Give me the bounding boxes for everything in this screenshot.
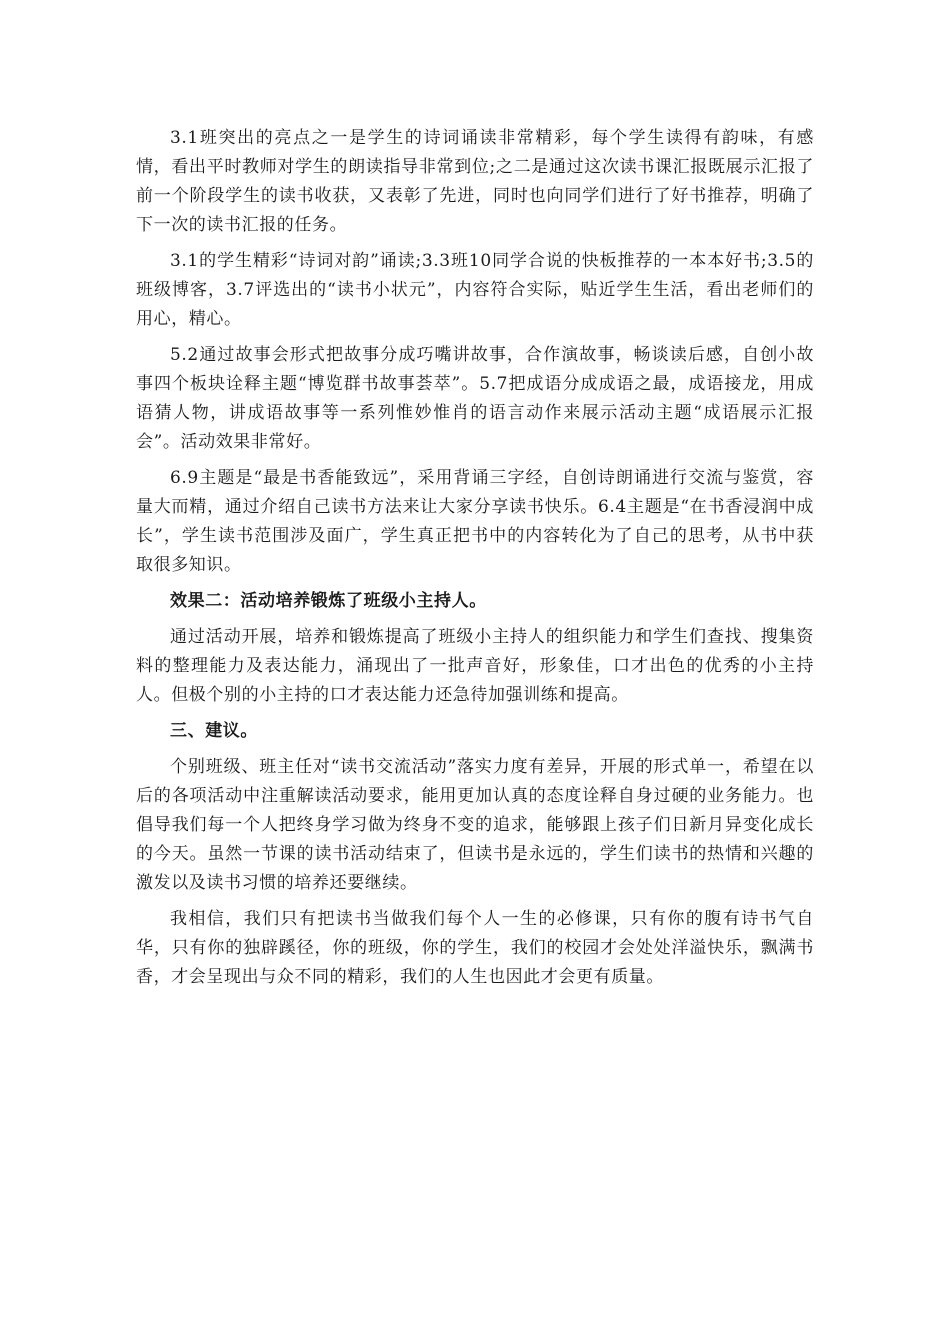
paragraph-conclusion: 我相信，我们只有把读书当做我们每个人一生的必修课，只有你的腹有诗书气自华，只有你的独辟蹊径，你的班级，你的学生，我们的校园才会处处洋溢快乐，飘满书香，才会呈现出与众不同的精彩，我们的人生也因此才会更有质量。 <box>136 909 814 987</box>
paragraph-grade-3-activities: 3.1的学生精彩“诗词对韵”诵读;3.3班10同学合说的快板推荐的一本本好书;3.5的班级博客，3.7评选出的“读书小状元”，内容符合实际，贴近学生生活，看出老师们的用心，精心。 <box>136 251 814 329</box>
paragraph-suggestions: 个别班级、班主任对“读书交流活动”落实力度有差异，开展的形式单一，希望在以后的各项活动中注重解读活动要求，能用更加认真的态度诠释自身过硬的业务能力。也倡导我们每一个人把终身学习做为终身不变的追求，能够跟上孩子们日新月异变化成长的今天。虽然一节课的读书活动结束了，但读书是永远的，学生们读书的热情和兴趣的激发以及读书习惯的培养还要继续。 <box>136 757 814 893</box>
paragraph-grade-6-activities: 6.9主题是“最是书香能致远”，采用背诵三字经，自创诗朗诵进行交流与鉴赏，容量大而精，通过介绍自己读书方法来让大家分享读书快乐。6.4主题是“在书香浸润中成长”，学生读书范围涉及面广，学生真正把书中的内容转化为了自己的思考，从书中获取很多知识。 <box>136 468 814 575</box>
heading-effect-two: 效果二：活动培养锻炼了班级小主持人。 <box>170 591 487 611</box>
paragraph-class-3-1-highlights: 3.1班突出的亮点之一是学生的诗词诵读非常精彩，每个学生读得有韵味，有感情，看出平时教师对学生的朗读指导非常到位;之二是通过这次读书课汇报既展示汇报了前一个阶段学生的读书收获，又表彰了先进，同时也向同学们进行了好书推荐，明确了下一次的读书汇报的任务。 <box>136 128 814 235</box>
heading-suggestions: 三、建议。 <box>170 721 258 741</box>
document-body <box>136 124 814 999</box>
paragraph-hosts-training: 通过活动开展，培养和锻炼提高了班级小主持人的组织能力和学生们查找、搜集资料的整理能力及表达能力，涌现出了一批声音好，形象佳，口才出色的优秀的小主持人。但极个别的小主持的口才表达能力还急待加强训练和提高。 <box>136 627 814 705</box>
paragraph-grade-5-activities: 5.2通过故事会形式把故事分成巧嘴讲故事，合作演故事，畅谈读后感，自创小故事四个板块诠释主题“博览群书故事荟萃”。5.7把成语分成成语之最，成语接龙，用成语猜人物，讲成语故事等一系列惟妙惟肖的语言动作来展示活动主题“成语展示汇报会”。活动效果非常好。 <box>136 345 814 452</box>
